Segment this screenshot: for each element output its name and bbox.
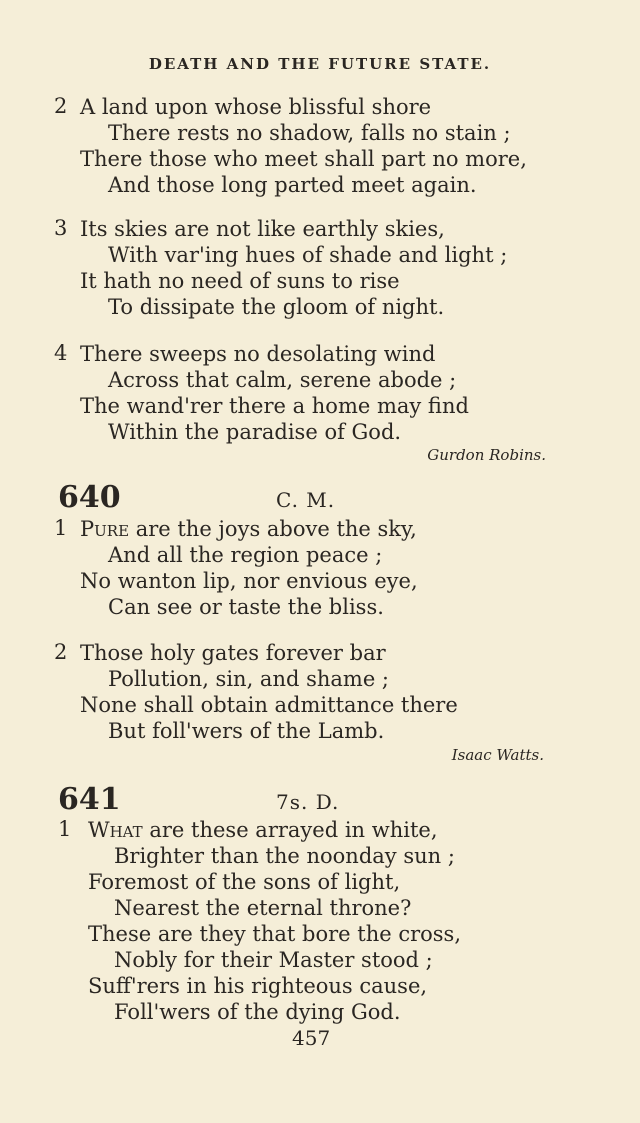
stanza-number: 1 <box>58 817 72 841</box>
hymn-line: And those long parted meet again. <box>108 173 477 197</box>
hymn-line: Across that calm, serene abode ; <box>108 368 457 392</box>
hymn-line: Nearest the eternal throne? <box>114 896 412 920</box>
hymn-line: Foremost of the sons of light, <box>88 870 401 894</box>
stanza-number: 2 <box>54 94 68 118</box>
hymn-line: Foll'wers of the dying God. <box>114 1000 401 1024</box>
first-word: Pure <box>80 517 130 541</box>
stanza-number: 4 <box>54 341 68 365</box>
hymn-line: To dissipate the gloom of night. <box>108 295 445 319</box>
hymn-line: Brighter than the noonday sun ; <box>114 844 455 868</box>
hymn-number: 640 <box>58 480 121 515</box>
hymn-line: Pollution, sin, and shame ; <box>108 667 389 691</box>
hymn-line: Within the paradise of God. <box>108 420 402 444</box>
hymn-number: 641 <box>58 782 121 817</box>
author-attribution: Isaac Watts. <box>451 746 544 764</box>
running-header: DEATH AND THE FUTURE STATE. <box>148 55 492 73</box>
hymn-line: Nobly for their Master stood ; <box>114 948 433 972</box>
hymn-line: Suff'rers in his righteous cause, <box>88 974 428 998</box>
hymn-line: And all the region peace ; <box>108 543 383 567</box>
hymn-line: These are they that bore the cross, <box>88 922 461 946</box>
author-attribution: Gurdon Robins. <box>427 446 546 464</box>
hymn-line: A land upon whose blissful shore <box>80 95 432 119</box>
hymn-line: Can see or taste the bliss. <box>108 595 384 619</box>
page-number: 457 <box>292 1026 331 1050</box>
stanza-number: 1 <box>54 516 68 540</box>
hymn-line: The wand'rer there a home may find <box>80 394 469 418</box>
hymn-line: With var'ing hues of shade and light ; <box>108 243 508 267</box>
hymn-line: There those who meet shall part no more, <box>80 147 527 171</box>
hymn-meter: C. M. <box>276 488 336 512</box>
hymn-line: There rests no shadow, falls no stain ; <box>108 121 511 145</box>
hymn-line <box>88 817 438 843</box>
hymn-line: There sweeps no desolating wind <box>80 342 436 366</box>
hymn-line: But foll'wers of the Lamb. <box>108 719 385 743</box>
hymn-line: Its skies are not like earthly skies, <box>80 217 445 241</box>
stanza-number: 2 <box>54 640 68 664</box>
hymn-line: No wanton lip, nor envious eye, <box>80 569 418 593</box>
hymn-line: None shall obtain admittance there <box>80 693 458 717</box>
hymn-line: It hath no need of suns to rise <box>80 269 400 293</box>
hymn-line: Those holy gates forever bar <box>80 641 386 665</box>
hymn-meter: 7s. D. <box>276 790 340 814</box>
stanza-number: 3 <box>54 216 68 240</box>
first-line-rest: are the joys above the sky, <box>129 517 417 541</box>
first-word: What <box>88 818 143 842</box>
first-line-rest: are these arrayed in white, <box>142 818 438 842</box>
hymn-line <box>80 516 417 542</box>
